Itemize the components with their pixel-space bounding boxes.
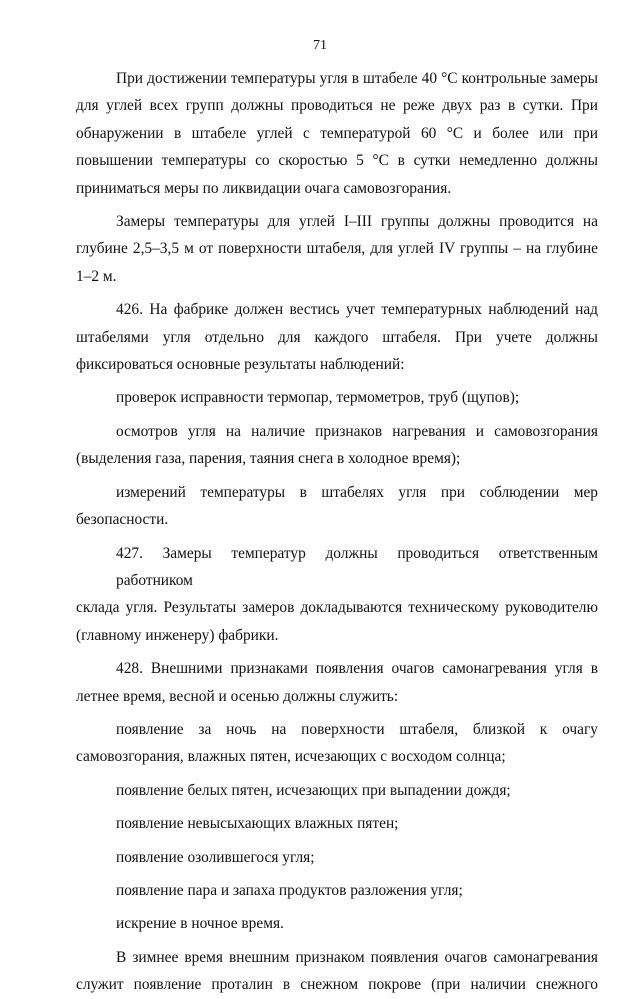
text-line: 426. На фабрике должен вестись учет температурных наблюдений над: [116, 301, 598, 319]
text-line: появление пара и запаха продуктов разложения угля;: [116, 881, 463, 899]
page-number: 71: [313, 38, 327, 53]
text-line: Замеры температуры для углей I–III группы должны проводится на: [116, 213, 598, 231]
text-line: появление невысыхающих влажных пятен;: [116, 815, 399, 833]
text-line: появление за ночь на поверхности штабеля, близкой к очагу: [116, 720, 598, 738]
list-item-persistent-wet-spots: [76, 810, 598, 837]
list-item-temperature-measurements: [76, 479, 598, 534]
text-line: штабелями угля отдельно для каждого штабеля. При учете должны: [76, 328, 598, 346]
paragraph-428: [76, 655, 598, 710]
text-line: самовозгорания, влажных пятен, исчезающих с восходом солнца;: [76, 748, 506, 766]
text-line: 428. Внешними признаками появления очагов самонагревания угля в: [116, 660, 598, 678]
list-item-white-spots: [76, 777, 598, 804]
list-item-ashed-coal: [76, 844, 598, 871]
text-line: фиксироваться основные результаты наблюдений:: [76, 356, 405, 374]
text-line: 1–2 м.: [76, 267, 117, 285]
text-line: склада угля. Результаты замеров докладываются техническому руководителю: [76, 599, 598, 617]
list-item-night-sparking: [76, 910, 598, 937]
list-item-thermocouple-checks: [76, 384, 598, 411]
text-line: обнаружении в штабеле углей с температурой 60 °С и более или при: [76, 124, 598, 142]
list-item-wet-spots-night: [76, 716, 598, 771]
text-line: проверок исправности термопар, термометров, труб (щупов);: [116, 389, 520, 407]
paragraph-measurement-depth: [76, 208, 598, 290]
text-line: искрение в ночное время.: [116, 915, 284, 933]
text-line: появление белых пятен, исчезающих при выпадении дождя;: [116, 781, 511, 799]
text-line: служит появление проталин в снежном покрове (при наличии снежного: [76, 976, 598, 994]
paragraph-426: [76, 296, 598, 378]
text-line: глубине 2,5–3,5 м от поверхности штабеля, для углей IV группы – на глубине: [76, 240, 598, 258]
text-line: 427. Замеры температур должны проводиться ответственным работником: [116, 544, 598, 589]
text-line: приниматься меры по ликвидации очага самовозгорания.: [76, 179, 452, 197]
text-line: В зимнее время внешним признаком появления очагов самонагревания: [116, 948, 598, 966]
text-line: (главному инженеру) фабрики.: [76, 626, 279, 644]
text-line: При достижении температуры угля в штабеле 40 °С контрольные замеры: [116, 70, 598, 87]
text-line: для углей всех групп должны проводиться не реже двух раз в сутки. При: [76, 97, 598, 115]
document-body: [76, 65, 598, 999]
text-line: безопасности.: [76, 511, 169, 529]
paragraph-427: [76, 540, 598, 650]
paragraph-winter-signs: [76, 944, 598, 999]
text-line: (выделения газа, парения, таяния снега в холодное время);: [76, 450, 461, 468]
text-line: появление озолившегося угля;: [116, 848, 315, 866]
paragraph-temperature-control: [76, 65, 598, 202]
list-item-coal-inspection: [76, 418, 598, 473]
text-line: летнее время, весной и осенью должны служить:: [76, 687, 399, 705]
text-line: осмотров угля на наличие признаков нагревания и самовозгорания: [116, 422, 598, 440]
text-line: повышении температуры со скоростью 5 °С в сутки немедленно должны: [76, 152, 598, 170]
text-line: измерений температуры в штабелях угля при соблюдении мер: [116, 483, 598, 501]
list-item-steam-odor: [76, 877, 598, 904]
